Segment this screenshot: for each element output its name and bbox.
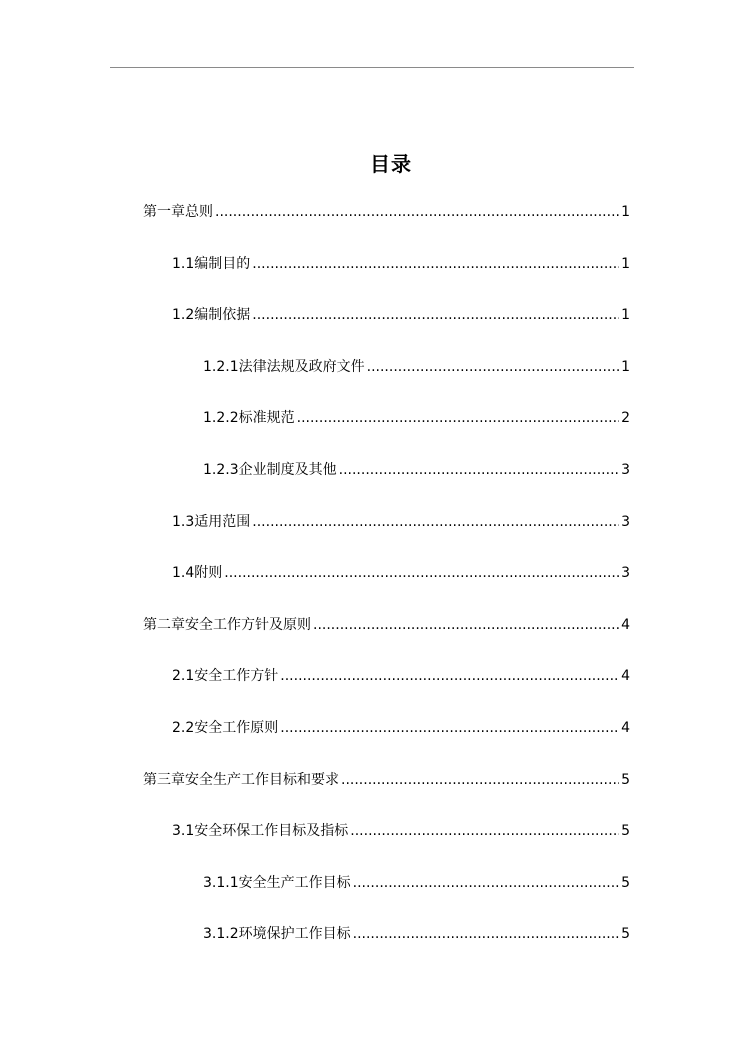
toc-dot-leader [224,558,619,588]
toc-entry-page: 3 [621,565,630,582]
header-rule [110,67,634,68]
toc-entry-label: 环境保护工作目标 [238,926,351,943]
toc-entry-label: 总则 [185,204,213,220]
toc-entry[interactable] [203,352,630,382]
toc-entry-label: 法律法规及政府文件 [238,358,365,375]
toc-entry-page: 3 [621,513,630,530]
toc-entry-label: 适用范围 [194,513,251,530]
toc-entry[interactable] [143,765,630,795]
toc-dot-leader [313,610,619,640]
toc-entry[interactable] [203,919,630,949]
toc-dot-leader [280,661,619,691]
toc-entry-page: 1 [621,204,630,220]
toc-entry-number: 第一章 [143,204,185,220]
page-title: 目录 [370,152,412,176]
toc-entry-number: 第二章 [143,616,185,633]
toc-entry-number: 1.1 [172,255,195,272]
toc-entry-label: 企业制度及其他 [238,462,337,478]
toc-entry-label: 安全工作方针及原则 [185,616,311,633]
toc-dot-leader [353,868,619,898]
toc-entry-label: 安全生产工作目标 [238,874,351,891]
toc-entry[interactable] [203,403,630,433]
toc-entry-number: 1.2.1 [203,358,239,375]
toc-entry-number: 3.1.2 [203,926,239,943]
toc-entry-number: 3.1.1 [203,874,239,891]
toc-entry[interactable] [143,197,630,227]
toc-dot-leader [341,765,619,795]
toc-dot-leader [350,816,619,846]
toc-entry-page: 1 [621,307,630,324]
toc-entry-number: 第三章 [143,771,185,788]
toc-dot-leader [252,507,619,537]
toc-dot-leader [353,919,619,949]
toc-entry-label: 附则 [194,565,223,582]
toc-dot-leader [215,197,619,227]
toc-dot-leader [280,713,619,743]
toc-entry-label: 标准规范 [238,410,295,427]
toc-entry-number: 1.3 [172,513,195,530]
toc-entry-page: 5 [621,926,630,943]
toc-entry-number: 1.2.2 [203,410,239,427]
toc-dot-leader [252,300,619,330]
toc-entry[interactable] [172,300,630,330]
toc-entry-page: 1 [621,255,630,272]
toc-entry-number: 2.1 [172,668,195,685]
toc-entry-page: 4 [621,720,630,736]
toc-entry[interactable] [203,455,630,485]
toc-entry-page: 4 [621,616,630,633]
toc-entry-page: 3 [621,462,630,478]
toc-entry-page: 4 [621,668,630,685]
toc-entry[interactable] [172,713,630,743]
toc-dot-leader [252,249,619,279]
toc-entry-number: 1.2.3 [203,462,239,478]
toc-entry-page: 5 [621,823,630,840]
toc-entry-label: 编制依据 [194,307,251,324]
toc-entry-label: 安全工作原则 [194,720,279,736]
toc-entry-number: 3.1 [172,823,195,840]
toc-entry-label: 安全工作方针 [194,668,279,685]
toc-entry-page: 5 [621,771,630,788]
toc-entry[interactable] [143,610,630,640]
toc-entry-number: 1.2 [172,307,195,324]
toc-entry[interactable] [172,816,630,846]
toc-entry[interactable] [172,249,630,279]
toc-entry-page: 1 [621,358,630,375]
toc-entry[interactable] [172,661,630,691]
toc-dot-leader [367,352,619,382]
toc-dot-leader [339,455,619,485]
toc-dot-leader [297,403,619,433]
toc-entry[interactable] [172,507,630,537]
toc-entry[interactable] [203,868,630,898]
toc-entry-label: 安全环保工作目标及指标 [194,823,349,840]
toc-entry-page: 2 [621,410,630,427]
toc-entry-number: 2.2 [172,720,195,736]
toc-entry-label: 编制目的 [194,255,251,272]
toc-entry-page: 5 [621,874,630,891]
toc-entry[interactable] [172,558,630,588]
toc-entry-label: 安全生产工作目标和要求 [185,771,339,788]
toc-entry-number: 1.4 [172,565,195,582]
